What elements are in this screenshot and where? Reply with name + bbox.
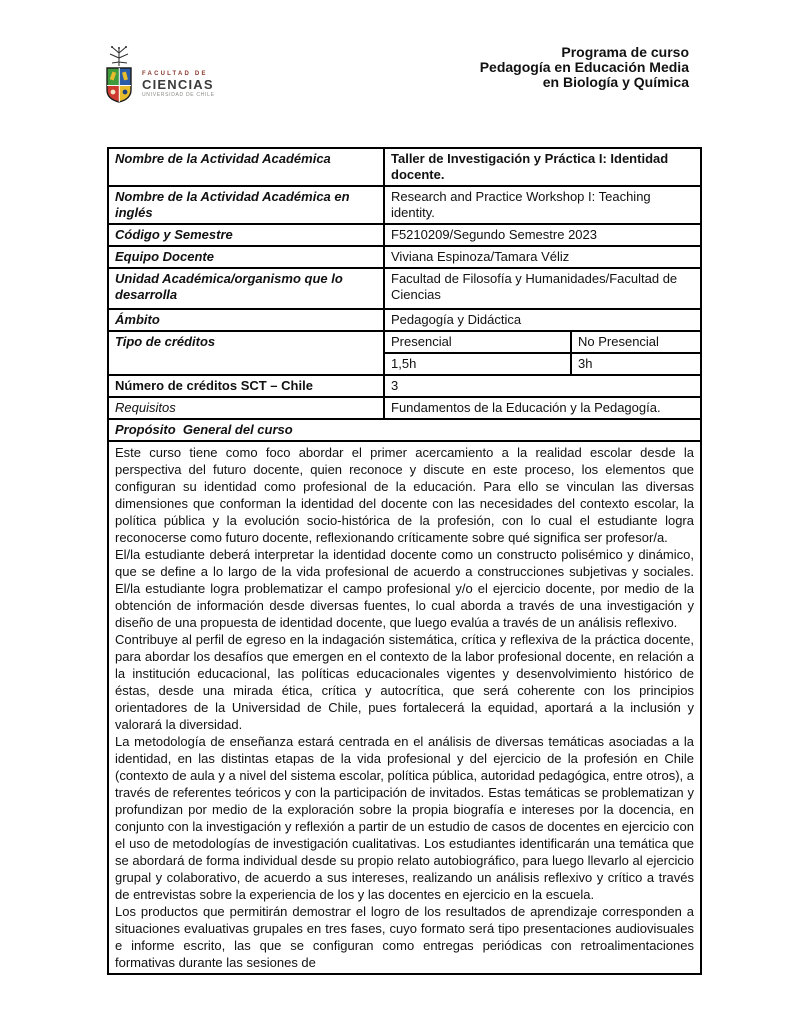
table-row-proposito-heading xyxy=(108,419,701,441)
credit-col-no-presencial: No Presencial xyxy=(571,331,701,353)
title-line-1: Programa de curso xyxy=(561,44,689,60)
table-row-unidad xyxy=(108,268,701,309)
faculty-name-large: CIENCIAS xyxy=(142,77,214,92)
row-label: Ámbito xyxy=(108,309,384,331)
table-row-numero-creditos xyxy=(108,375,701,397)
course-info-table xyxy=(107,147,702,975)
description-paragraph-2: El/la estudiante deberá interpretar la identidad docente como un constructo polisémico y dinámico, que se define a lo largo de la vida profesional de acuerdo a construcciones subjetivas y sociales. El/la estudiante logra problematizar el campo profesional y/o el ejercicio docente, por medio de la obtención de información desde diversas fuentes, lo cual aborda a través de una investigación y diseño de una propuesta de identidad docente, que luego evalúa a través de un análisis reflexivo. xyxy=(115,547,694,630)
table-row-tipo-creditos xyxy=(108,331,701,353)
description-paragraph-4: La metodología de enseñanza estará centrada en el análisis de diversas temáticas asociadas a la identidad, en las distintas etapas de la vida profesional y del ejercicio de la profesión en Chile (contexto de aula y a nivel del sistema escolar, política pública, autoridad pedagógica, entre otros), a través de referentes teóricos y con la participación de invitados. Estas temáticas se problematizan y profundizan por medio de la exploración sobre la propia biografía e intereses por la docencia, en conjunto con la investigación y reflexión a partir de un estudio de casos de docentes en ejercicio con el uso de metodologías de investigación cualitativas. Los estudiantes identificarán una temática que se abordará de forma individual desde su propio relato autobiográfico, para luego llevarlo al ejercicio grupal y colaborativo, de acuerdo a sus intereses, realizando un análisis reflexivo y crítico a través de entrevistas sobre la experiencia de los y las docentes en ejercicio en la escuela. xyxy=(115,734,694,902)
row-label: Código y Semestre xyxy=(108,224,384,246)
row-label: Tipo de créditos xyxy=(108,331,384,375)
row-value: F5210209/Segundo Semestre 2023 xyxy=(384,224,701,246)
row-value: Taller de Investigación y Práctica I: Identidad docente. xyxy=(384,148,701,186)
row-label: Equipo Docente xyxy=(108,246,384,268)
row-value: Research and Practice Workshop I: Teaching identity. xyxy=(384,186,701,224)
description-paragraph-3: Contribuye al perfil de egreso en la indagación sistemática, crítica y reflexiva de la práctica docente, para abordar los desafíos que emergen en el contexto de la labor profesional docente, en relación a la institución educacional, las políticas educacionales vigentes y desenvolvimiento histórico de éstas, desde una mirada ética, crítica y autocrítica, que será coherente con los principios orientadores de la Universidad de Chile, pues fortalecerá la equidad, aportará a la inclusión y valorará la diversidad. xyxy=(115,632,694,732)
faculty-logo xyxy=(104,45,215,105)
table-row-ambito xyxy=(108,309,701,331)
row-label: Unidad Académica/organismo que lo desarrolla xyxy=(108,268,384,309)
row-value: Pedagogía y Didáctica xyxy=(384,309,701,331)
table-row-nombre xyxy=(108,148,701,186)
row-value: Facultad de Filosofía y Humanidades/Facultad de Ciencias xyxy=(384,268,701,309)
faculty-name-small: FACULTAD DE xyxy=(142,71,208,77)
row-value: Fundamentos de la Educación y la Pedagogía. xyxy=(384,397,701,419)
table-row-description xyxy=(108,441,701,974)
row-label: Número de créditos SCT – Chile xyxy=(108,375,384,397)
title-line-2: Pedagogía en Educación Media xyxy=(479,59,689,75)
proposito-heading: Propósito General del curso xyxy=(108,419,701,441)
faculty-logo-text xyxy=(142,71,215,98)
credit-hours-no-presencial: 3h xyxy=(571,353,701,375)
row-label: Nombre de la Actividad Académica en inglés xyxy=(108,186,384,224)
row-value: Viviana Espinoza/Tamara Véliz xyxy=(384,246,701,268)
table-row-nombre-ingles xyxy=(108,186,701,224)
credit-hours-presencial: 1,5h xyxy=(384,353,571,375)
title-line-3: en Biología y Química xyxy=(542,74,689,90)
credit-col-presencial: Presencial xyxy=(384,331,571,353)
description-paragraph-5: Los productos que permitirán demostrar el logro de los resultados de aprendizaje corresponden a situaciones evaluativas grupales en tres fases, cuyo formato será tipo presentaciones audiovisuales e informe escrito, las que se configuran como entregas periódicas con retroalimentaciones formativas durante las sesiones de xyxy=(115,904,694,970)
table-row-requisitos xyxy=(108,397,701,419)
table-row-codigo xyxy=(108,224,701,246)
row-value: 3 xyxy=(384,375,701,397)
description-paragraph-1: Este curso tiene como foco abordar el primer acercamiento a la realidad escolar desde la perspectiva del futuro docente, quien reconoce y discute en este proceso, los elementos que configuran su identidad como profesional de la educación. Para ello se vinculan las diversas dimensiones que conforman la identidad del docente con las necesidades del contexto escolar, la política pública y la evolución socio-histórica de la profesión, con lo cual el estudiante logra reconocerse como futuro docente, reflexionando críticamente sobre qué significa ser profesor/a. xyxy=(115,445,694,545)
row-label: Nombre de la Actividad Académica xyxy=(108,148,384,186)
faculty-shield-icon xyxy=(104,45,138,105)
table-row-equipo xyxy=(108,246,701,268)
course-description xyxy=(108,441,701,974)
university-name: UNIVERSIDAD DE CHILE xyxy=(142,92,215,98)
row-label: Requisitos xyxy=(108,397,384,419)
document-title xyxy=(480,45,689,90)
